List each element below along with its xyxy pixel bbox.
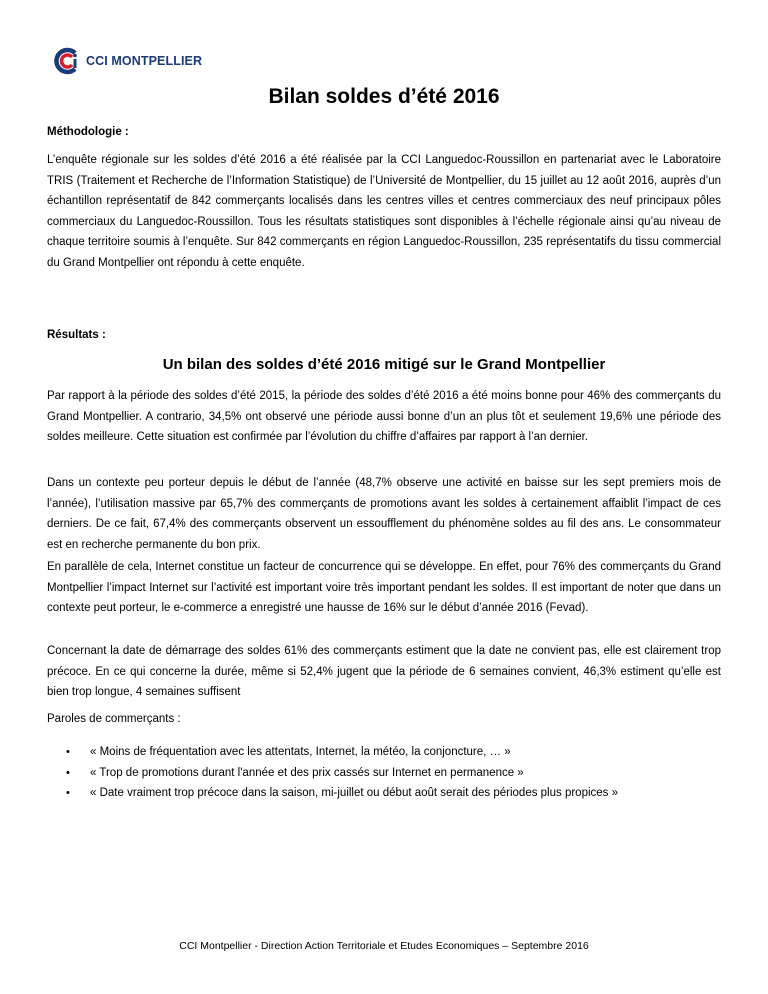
cci-logo [53, 47, 202, 75]
quote-text: « Moins de fréquentation avec les attentats, Internet, la météo, la conjoncture, … » [90, 746, 511, 758]
cci-logo-icon [53, 47, 81, 75]
page-footer: CCI Montpellier - Direction Action Territoriale et Etudes Economiques – Septembre 2016 [179, 940, 589, 952]
results-heading: Un bilan des soldes d’été 2016 mitigé sur le Grand Montpellier [162, 356, 606, 373]
bullet-icon: • [66, 746, 70, 758]
logo-text: CCI MONTPELLIER [86, 54, 203, 68]
methodology-paragraph: L’enquête régionale sur les soldes d’été 2016 a été réalisée par la CCI Languedoc-Roussillon en partenariat avec le Laboratoire TRIS (Traitement et Recherche de l’Information Statistique) de l’Université de Montpellier, du 15 juillet au 12 août 2016, auprès d’un échantillon représentatif de 842 commerçants localisés dans les centres villes et centres commerciaux des neuf principaux pôles commerciaux du Languedoc-Roussillon. Tous les résultats statistiques sont disponibles à l’échelle régionale ainsi qu’au niveau de chaque territoire soumis à l’enquête. Sur 842 commerçants en région Languedoc-Roussillon, 235 représentatifs du tissu commercial du Grand Montpellier ont répondu à cette enquête. [47, 154, 721, 269]
bullet-icon: • [66, 787, 70, 799]
results-label: Résultats : [47, 329, 106, 341]
quote-item [66, 742, 618, 763]
quote-text: « Trop de promotions durant l'année et des prix cassés sur Internet en permanence » [90, 766, 524, 779]
quotes-label: Paroles de commerçants : [47, 713, 181, 725]
document-title: Bilan soldes d’été 2016 [268, 85, 500, 108]
quote-text: « Date vraiment trop précoce dans la saison, mi-juillet ou début août serait des périodes plus propices » [90, 787, 619, 799]
methodology-label: Méthodologie : [47, 126, 129, 138]
results-paragraph-3: En parallèle de cela, Internet constitue un facteur de concurrence qui se développe. En effet, pour 76% des commerçants du Grand Montpellier l’impact Internet sur l’activité est important voire très important pendant les soldes. Il est important de noter que dans un contexte peut porteur, le e-commerce a enregistré une hausse de 16% sur le début d’année 2016 (Fevad). [47, 561, 721, 614]
results-paragraph-4: Concernant la date de démarrage des soldes 61% des commerçants estiment que la date ne convient pas, elle est clairement trop précoce. En ce qui concerne la durée, même si 52,4% jugent que la période de 6 semaines convient, 46,3% estiment qu’elle est bien trop longue, 4 semaines suffisent [47, 645, 721, 698]
bullet-icon: • [66, 766, 70, 779]
quote-item [66, 763, 618, 784]
quote-item [66, 783, 618, 804]
results-paragraph-2: Dans un contexte peu porteur depuis le début de l’année (48,7% observe une activité en baisse sur les sept premiers mois de l’année), l’utilisation massive par 65,7% des commerçants de promotions avant les soldes à certainement affaiblit l’impact de ces derniers. De ce fait, 67,4% des commerçants observent un essoufflement du phénomène soldes au fil des ans. Le consommateur est en recherche permanente du bon prix. [47, 477, 721, 551]
results-paragraph-1: Par rapport à la période des soldes d’été 2015, la période des soldes d’été 2016 a été moins bonne pour 46% des commerçants du Grand Montpellier. A contrario, 34,5% ont observé une période aussi bonne d’un an plus tôt et seulement 19,6% une période des soldes meilleure. Cette situation est confirmée par l’évolution du chiffre d’affaires par rapport à l’an dernier. [47, 390, 721, 443]
quotes-list [66, 742, 618, 804]
